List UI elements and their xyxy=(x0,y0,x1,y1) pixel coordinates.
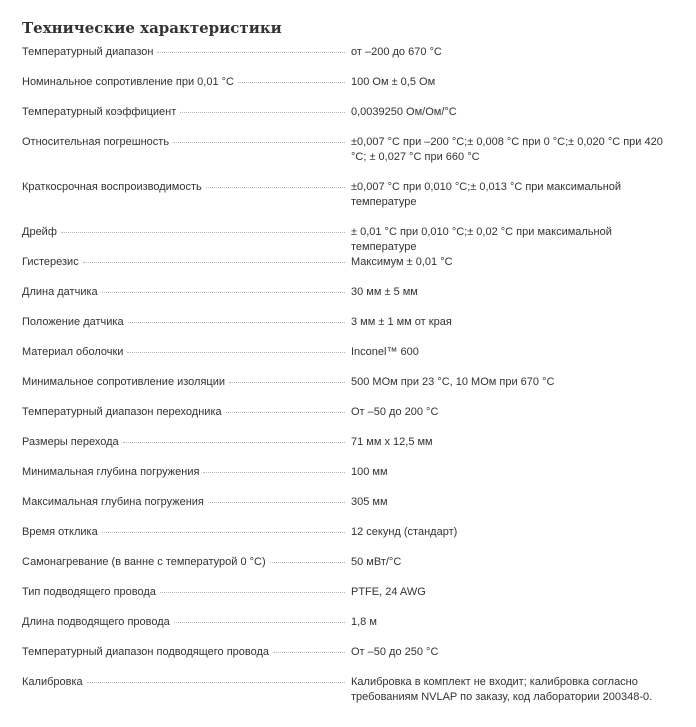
spec-name xyxy=(22,555,345,570)
spec-name-text: Гистерезис xyxy=(22,256,79,268)
spec-value: 100 Ом ± 0,5 Ом xyxy=(351,76,436,88)
spec-row xyxy=(22,40,672,70)
spec-name-text: Положение датчика xyxy=(22,316,124,328)
spec-value: 30 мм ± 5 мм xyxy=(351,286,418,298)
spec-row xyxy=(22,610,672,640)
spec-name xyxy=(22,285,345,300)
spec-row xyxy=(22,640,672,670)
spec-list xyxy=(22,40,672,710)
spec-name-text: Температурный диапазон подводящего провода xyxy=(22,646,270,658)
spec-name-text: Минимальное сопротивление изоляции xyxy=(22,376,226,388)
dot-leader xyxy=(173,142,345,143)
spec-row xyxy=(22,520,672,550)
spec-value: Калибровка в комплект не входит; калибровка согласно требованиям NVLAP по заказу, код лаборатории 200348-0. xyxy=(351,676,653,703)
dot-leader xyxy=(208,502,345,503)
spec-value: 100 мм xyxy=(351,466,388,478)
spec-name-text: Температурный диапазон переходника xyxy=(22,406,222,418)
spec-name xyxy=(22,45,345,60)
spec-value: 3 мм ± 1 мм от края xyxy=(351,316,452,328)
spec-row xyxy=(22,310,672,340)
spec-value: от –200 до 670 °C xyxy=(351,46,442,58)
spec-row xyxy=(22,550,672,580)
spec-row xyxy=(22,340,672,370)
spec-name-text: Самонагревание (в ванне с температурой 0 °C) xyxy=(22,556,266,568)
spec-name xyxy=(22,585,345,600)
spec-name-text: Калибровка xyxy=(22,676,83,688)
spec-row xyxy=(22,430,672,460)
spec-name xyxy=(22,315,345,330)
dot-leader xyxy=(180,112,345,113)
spec-value: Максимум ± 0,01 °C xyxy=(351,256,453,268)
spec-name-text: Тип подводящего провода xyxy=(22,586,156,598)
spec-value: ±0,007 °C при 0,010 °C;± 0,013 °C при максимальной температуре xyxy=(351,181,622,208)
spec-row xyxy=(22,70,672,100)
spec-row xyxy=(22,370,672,400)
dot-leader xyxy=(229,382,345,383)
dot-leader xyxy=(102,292,345,293)
specifications-section xyxy=(22,16,672,710)
spec-name xyxy=(22,255,345,270)
spec-row xyxy=(22,220,672,253)
spec-value: От –50 до 250 °C xyxy=(351,646,439,658)
spec-name-text: Относительная погрешность xyxy=(22,136,170,148)
spec-name-text: Номинальное сопротивление при 0,01 °C xyxy=(22,76,234,88)
spec-name-text: Материал оболочки xyxy=(22,346,124,358)
dot-leader xyxy=(128,322,345,323)
spec-name xyxy=(22,105,345,120)
spec-name xyxy=(22,75,345,90)
spec-row xyxy=(22,100,672,130)
spec-name-text: Температурный коэффициент xyxy=(22,106,177,118)
spec-value: PTFE, 24 AWG xyxy=(351,586,426,598)
spec-value: От –50 до 200 °C xyxy=(351,406,439,418)
section-title: Технические характеристики xyxy=(22,19,282,37)
dot-leader xyxy=(123,442,345,443)
spec-value: ±0,007 °C при –200 °C;± 0,008 °C при 0 °C;± 0,020 °C при 420 °C; ± 0,027 °C при 660 °C xyxy=(351,136,663,163)
spec-value: Inconel™ 600 xyxy=(351,346,419,358)
dot-leader xyxy=(87,682,345,683)
spec-row xyxy=(22,280,672,310)
spec-name-text: Время отклика xyxy=(22,526,98,538)
spec-name-text: Длина датчика xyxy=(22,286,98,298)
spec-name-text: Минимальная глубина погружения xyxy=(22,466,200,478)
spec-row xyxy=(22,175,672,220)
spec-name xyxy=(22,225,345,240)
spec-name-text: Дрейф xyxy=(22,226,57,238)
spec-name xyxy=(22,405,345,420)
spec-value: 305 мм xyxy=(351,496,388,508)
spec-name xyxy=(22,345,345,360)
spec-name-text: Температурный диапазон xyxy=(22,46,154,58)
dot-leader xyxy=(238,82,345,83)
spec-row xyxy=(22,250,672,280)
spec-value: 12 секунд (стандарт) xyxy=(351,526,458,538)
dot-leader xyxy=(174,622,345,623)
spec-value: 0,0039250 Ом/Ом/°C xyxy=(351,106,457,118)
dot-leader xyxy=(273,652,345,653)
spec-value: 1,8 м xyxy=(351,616,377,628)
spec-name-text: Максимальная глубина погружения xyxy=(22,496,204,508)
spec-name xyxy=(22,645,345,660)
spec-row xyxy=(22,460,672,490)
dot-leader xyxy=(127,352,345,353)
spec-name xyxy=(22,135,345,150)
spec-name xyxy=(22,375,345,390)
spec-name xyxy=(22,465,345,480)
dot-leader xyxy=(203,472,345,473)
spec-row xyxy=(22,400,672,430)
dot-leader xyxy=(160,592,345,593)
spec-row xyxy=(22,670,672,710)
spec-name xyxy=(22,495,345,510)
dot-leader xyxy=(226,412,345,413)
dot-leader xyxy=(157,52,345,53)
spec-name xyxy=(22,675,345,690)
dot-leader xyxy=(102,532,345,533)
spec-name xyxy=(22,435,345,450)
spec-value: 71 мм x 12,5 мм xyxy=(351,436,433,448)
spec-row xyxy=(22,130,672,175)
spec-name xyxy=(22,180,345,195)
spec-name-text: Краткосрочная воспроизводимость xyxy=(22,181,202,193)
spec-row xyxy=(22,490,672,520)
spec-value: 500 МОм при 23 °C, 10 МОм при 670 °C xyxy=(351,376,555,388)
spec-value: 50 мВт/°C xyxy=(351,556,402,568)
dot-leader xyxy=(61,232,345,233)
spec-row xyxy=(22,580,672,610)
spec-name-text: Размеры перехода xyxy=(22,436,119,448)
dot-leader xyxy=(270,562,345,563)
spec-name xyxy=(22,615,345,630)
spec-value: ± 0,01 °C при 0,010 °C;± 0,02 °C при максимальной температуре xyxy=(351,226,612,253)
dot-leader xyxy=(206,187,345,188)
spec-name xyxy=(22,525,345,540)
dot-leader xyxy=(83,262,345,263)
spec-name-text: Длина подводящего провода xyxy=(22,616,170,628)
